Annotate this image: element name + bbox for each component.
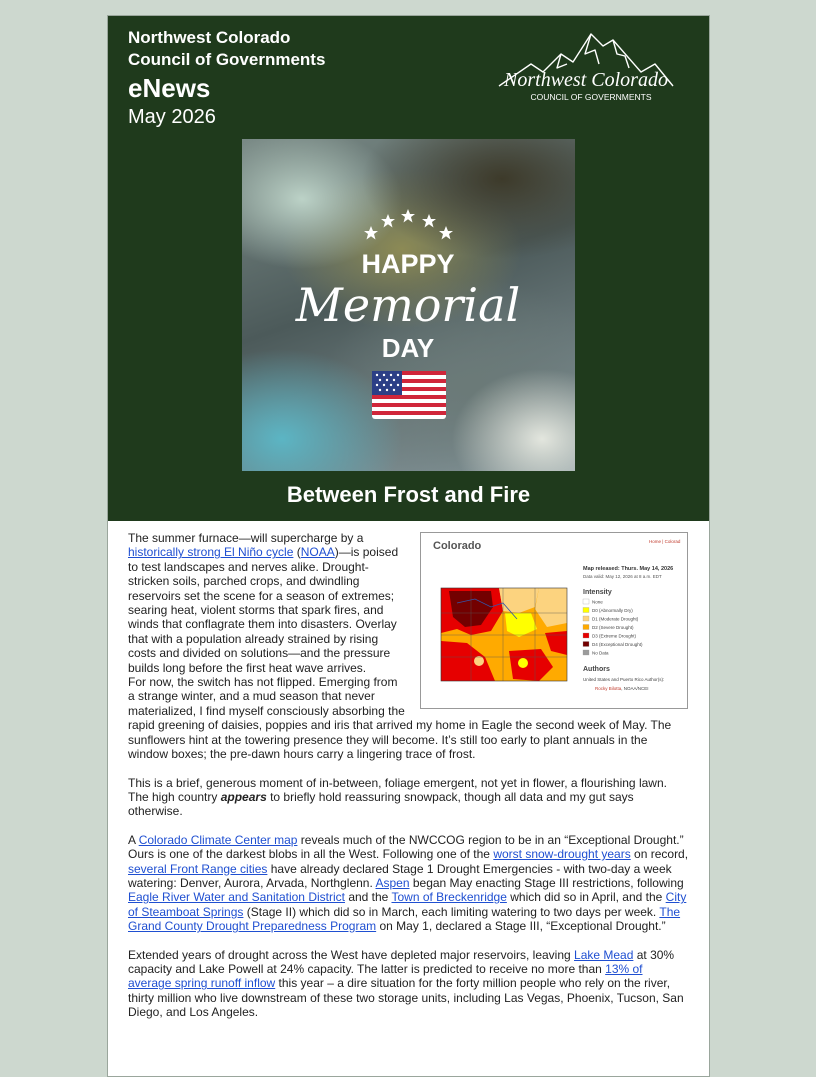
- legend-label: D0 (Abnormally Dry): [592, 608, 633, 613]
- logo-name: Northwest Colorado: [504, 69, 668, 91]
- p4-text-c: on record,: [630, 847, 689, 862]
- p5-text-c: this year – a dire situation for the forty million people who rely on the river, thirty million who live downstream of these two storage units, including Las Vegas, Phoenix, Tucson, San Diego, and Los Angeles.: [128, 976, 684, 1020]
- legend-label: D3 (Extreme Drought): [592, 633, 637, 639]
- steamboat-link[interactable]: City of Steamboat Springs: [128, 890, 687, 919]
- legend-label: None: [592, 599, 603, 605]
- map-authors-label: Authors: [583, 666, 610, 673]
- map-valid: Data valid: May 12, 2026 at 8 a.m. EDT: [583, 574, 662, 579]
- p4-text-a: A: [128, 832, 139, 847]
- p4-text-e: began May enacting Stage III restrictions, following: [409, 875, 684, 890]
- newsletter-header: [108, 16, 709, 521]
- p1-text-c: )—is poised to test landscapes and nerves alike. Drought-stricken soils, parched crops, and dwindling reservoirs set the scene for a season of extremes; searing heat, violent storms that spark fires, and winds that conflagrate them into disasters. Overlay that with a population already strained by rising costs and divided on solutions—and the pressure builds long before the first heat wave arrives.: [128, 545, 399, 675]
- p4-text-g: which did so in April, and the: [506, 890, 666, 905]
- map-legend: [583, 599, 643, 656]
- p4-text-d: have already declared Stage 1 Drought Emergencies - with two-day a week watering: Denver, Aurora, Arvada, Northglenn.: [128, 861, 672, 890]
- hero-day: DAY: [381, 333, 435, 363]
- map-author-line: [595, 686, 649, 691]
- p3-text-a: This is a brief, generous moment of in-between, foliage emergent, not yet in flower, a flourishing lawn. The high country: [128, 775, 667, 804]
- legend-swatch: [583, 633, 589, 638]
- legend-swatch: [583, 599, 589, 604]
- legend-label: No Data: [592, 650, 609, 656]
- p4-text-b: reveals much of the NWCCOG region to be in an “Exceptional Drought.” Ours is one of the darkest blobs in all the West. Following one of the: [128, 832, 684, 862]
- paragraph-5: [128, 948, 689, 1020]
- map-author-org: , NOAA/NCEI: [621, 686, 649, 691]
- aspen-link[interactable]: Aspen: [375, 875, 410, 890]
- legend-swatch: [583, 642, 589, 647]
- map-author-name: Rocky Bilotta: [595, 686, 622, 691]
- map-released: Map released: Thurs. May 14, 2026: [583, 566, 674, 572]
- p4-text-f: and the: [344, 890, 392, 905]
- climate-center-map-link[interactable]: Colorado Climate Center map: [138, 832, 298, 847]
- memorial-day-artwork: [242, 139, 575, 471]
- drought-map-image: [420, 532, 688, 709]
- stars-icon: [364, 209, 453, 240]
- p3-emphasis: appears: [220, 789, 267, 804]
- nwccog-logo: [491, 24, 681, 104]
- hero-memorial: Memorial: [295, 278, 521, 332]
- snow-drought-link[interactable]: worst snow-drought years: [493, 847, 631, 862]
- logo-subtitle: COUNCIL OF GOVERNMENTS: [530, 92, 652, 102]
- legend-label: D4 (Exceptional Drought): [592, 642, 643, 647]
- org-name-line2: Council of Governments: [128, 50, 326, 69]
- issue-date: May 2026: [128, 106, 216, 128]
- hero-happy: HAPPY: [361, 249, 455, 279]
- legend-label: D2 (Severe Drought): [592, 625, 634, 630]
- p5-text-b: at 30% capacity and Lake Powell at 24% capacity. The latter is predicted to receive no more than: [128, 947, 675, 976]
- newsletter-title: eNews: [128, 73, 211, 103]
- p5-text-a: Extended years of drought across the West have depleted major reservoirs, leaving: [128, 947, 575, 962]
- lake-mead-link[interactable]: Lake Mead: [574, 947, 634, 962]
- article-body: [108, 521, 709, 1020]
- map-title: Colorado: [433, 540, 482, 552]
- p3-text-b: to briefly hold reassuring snowpack, though all data and my gut says otherwise.: [128, 789, 634, 819]
- org-name-line1: Northwest Colorado: [128, 28, 291, 47]
- el-nino-link[interactable]: historically strong El Niño cycle: [128, 545, 294, 560]
- memorial-day-image: [242, 139, 575, 471]
- newsletter-sheet: [107, 15, 710, 1077]
- legend-label: D1 (Moderate Drought): [592, 616, 639, 622]
- map-intensity-label: Intensity: [583, 589, 612, 596]
- p4-text-h: (Stage II) which did so in March, each limiting watering to two days per week.: [243, 904, 660, 919]
- us-flag-icon: [372, 371, 446, 419]
- map-authors-text: United States and Puerto Rico Author(s):: [583, 677, 665, 682]
- noaa-link[interactable]: NOAA: [300, 545, 335, 560]
- p4-text-i: on May 1, declared a Stage III, “Exceptional Drought.”: [376, 919, 666, 934]
- colorado-drought-map: [441, 588, 567, 681]
- legend-swatch: [583, 616, 589, 621]
- grand-county-link[interactable]: The Grand County Drought Preparedness Program: [128, 904, 681, 934]
- breckenridge-link[interactable]: Town of Breckenridge: [391, 890, 507, 905]
- org-name: [128, 27, 325, 71]
- drought-map-graphic: [421, 533, 687, 708]
- map-breadcrumb: Home | Colorad: [649, 539, 681, 544]
- spring-runoff-link[interactable]: 13% of average spring runoff inflow: [128, 961, 643, 991]
- p1-text-a: The summer furnace—will supercharge by a: [128, 531, 364, 545]
- eagle-river-link[interactable]: Eagle River Water and Sanitation District: [128, 890, 345, 905]
- legend-swatch: [583, 625, 589, 630]
- paragraph-2: For now, the switch has not flipped. Emerging from a strange winter, and a mud season that never materialized, I find myself consciously absorbing the rapid greening of daisies, poppies and iris that arrived my home in Eagle the second week of May. The sunflowers hint at the towering presence they will become. It’s still too early to plant annuals in the window boxes; the pre-dawn hours carry a lingering trace of frost.: [128, 675, 672, 762]
- paragraph-3: [128, 776, 689, 819]
- p1-text-b: (: [293, 545, 301, 560]
- article-title: Between Frost and Fire: [286, 482, 531, 507]
- legend-swatch: [583, 608, 589, 613]
- legend-swatch: [583, 650, 589, 655]
- front-range-cities-link[interactable]: several Front Range cities: [128, 861, 268, 876]
- paragraph-4: [128, 833, 689, 934]
